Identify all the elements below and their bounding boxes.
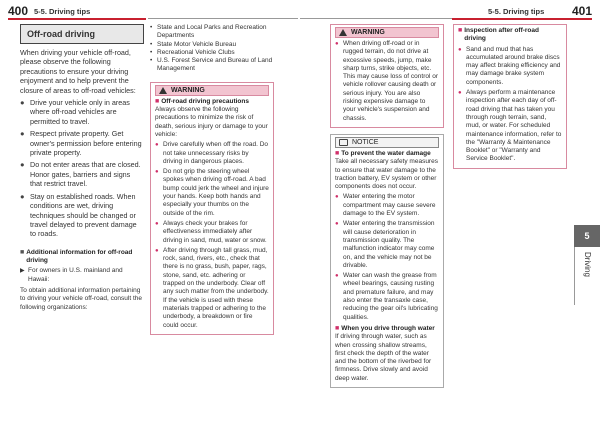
right-header-rule-thin <box>300 18 452 19</box>
square-bullet-icon: ■ <box>335 324 340 332</box>
list-item: ● Water entering the motor compartment may cause severe damage to the EV system. <box>335 193 436 218</box>
warning-triangle-icon <box>339 29 347 36</box>
square-bullet-icon: ■ <box>20 248 25 256</box>
bullet-icon: • <box>150 24 153 31</box>
warning-triangle-icon <box>159 87 167 94</box>
bullet-icon: ● <box>155 169 159 176</box>
bullet-icon: ● <box>155 247 159 254</box>
bullet-icon: • <box>150 40 153 48</box>
warning-heading: ■ Off-road driving precautions <box>155 97 249 105</box>
square-bullet-icon: ■ <box>335 149 340 157</box>
intro-paragraph: When driving your vehicle off-road, please observe the following precautions to ensure your driving enjoyment and to help prevent the closure of areas to off-road vehicles: <box>20 48 136 95</box>
column-4 <box>453 24 567 169</box>
list-item: ● Stay on established roads. When conditions are wet, driving techniques should be changed or travel delayed to prevent damage to roads. <box>20 191 137 239</box>
list-item: ● Always perform a maintenance inspection after each day of off-road driving that has taken you through rough terrain, sand, mud, or water. For scheduled maintenance information, refer to the "Warranty & Maintenance Booklet" or "Warranty and Service Booklet". <box>458 89 562 163</box>
bullet-icon: ● <box>20 160 25 170</box>
bullet-icon: ● <box>155 142 159 149</box>
column-3 <box>330 24 444 388</box>
warning-box <box>150 82 274 335</box>
left-section-title: 5-5. Driving tips <box>34 7 91 16</box>
list-item: • Recreational Vehicle Clubs <box>150 48 235 56</box>
list-item: ● Water entering the transmission will cause deterioration in transmission quality. The malfunction indicator may come on, and the vehicle may not be drivable. <box>335 220 435 269</box>
list-item: • State and Local Parks and Recreation Departments <box>150 24 267 40</box>
list-item: ● When driving off-road or in rugged terrain, do not drive at excessive speeds, jump, make sharp turns, strike objects, etc. This may cause loss of control or vehicle rollover causing death or serious injury. You are also risking expensive damage to your vehicle's suspension and chassis. <box>335 40 439 122</box>
column-1 <box>20 24 144 312</box>
bullet-icon: ● <box>20 191 25 201</box>
right-header-rule <box>452 18 592 20</box>
notice-box <box>330 134 444 388</box>
warning-box <box>330 24 444 128</box>
warning-header: WARNING <box>155 85 269 96</box>
additional-info-text: To obtain additional information pertaining to driving your vehicle off-road, consult the following organizations: <box>20 286 143 311</box>
chapter-tab: 5 <box>574 225 600 247</box>
inspection-box <box>453 24 567 169</box>
list-item: ● Do not enter areas that are closed. Honor gates, barriers and signs that restrict travel. <box>20 160 141 189</box>
notice-heading: ■ To prevent the water damage <box>335 149 431 157</box>
bullet-icon: ● <box>335 273 339 280</box>
square-bullet-icon: ■ <box>155 97 160 105</box>
list-item: • U.S. Forest Service and Bureau of Land Management <box>150 57 273 73</box>
left-header-rule-thin <box>148 18 298 19</box>
list-item: ● Respect private property. Get owner's permission before entering private property. <box>20 129 142 158</box>
left-header-rule <box>8 18 146 20</box>
bullet-icon: ● <box>20 129 25 139</box>
bullet-icon: ● <box>335 221 339 228</box>
list-item: ● Drive carefully when off the road. Do not take unnecessary risks by driving in dangerous places. <box>155 141 269 165</box>
right-page-number: 401 <box>572 4 593 18</box>
list-item: ● Always check your brakes for effectiveness immediately after driving in sand, mud, water or snow. <box>155 219 267 244</box>
bullet-icon: ● <box>458 90 462 97</box>
water-text: If driving through water, such as when crossing shallow streams, first check the depth of the water and the bottom of the riverbed for firmness. Drive slowly and avoid deep water. <box>335 333 432 382</box>
list-item: • State Motor Vehicle Bureau <box>150 40 237 48</box>
notice-header: NOTICE <box>335 137 439 148</box>
list-item: ● Drive your vehicle only in areas where off-road vehicles are permitted to travel. <box>20 98 130 126</box>
inspection-heading: ■ Inspection after off-road driving <box>458 27 539 43</box>
column-2 <box>150 24 274 335</box>
notice-icon <box>339 139 348 146</box>
bullet-icon: ● <box>20 98 25 108</box>
additional-info-subheading: ▶ For owners in U.S. mainland and Hawaii: <box>20 267 123 283</box>
water-heading: ■ When you drive through water <box>335 324 435 332</box>
warning-header: WARNING <box>335 27 439 38</box>
notice-intro: Take all necessary safety measures to ensure that water damage to the traction battery, EV system or other components does not occur. <box>335 158 438 191</box>
additional-info-heading: ■ Additional information for off-road driving <box>20 248 133 265</box>
list-item: ● After driving through tall grass, mud, rock, sand, rivers, etc., check that there is no grass, bush, paper, rags, stone, sand, etc. adhering or trapped on the underbody. Clear off any such matter from the underbody. If the vehicle is used with these materials trapped or adhering to the underbody, a breakdown or fire could occur. <box>155 246 269 329</box>
bullet-icon: ● <box>335 194 339 201</box>
off-road-driving-title: Off-road driving <box>20 24 144 44</box>
list-item: ● Sand and mud that has accumulated around brake discs may affect braking efficiency and may damage brake system components. <box>458 45 561 86</box>
chapter-tab-label: Driving <box>583 252 592 277</box>
warning-intro: Always observe the following precautions to minimize the risk of death, serious injury or damage to your vehicle: <box>155 106 268 138</box>
bullet-icon: ● <box>458 46 462 53</box>
list-item: ● Do not grip the steering wheel spokes when driving off-road. A bad bump could jerk the wheel and injure your hands. Keep both hands and especially your thumbs on the outside of the rim. <box>155 168 269 217</box>
bullet-icon: • <box>150 57 153 65</box>
list-item: ● Water can wash the grease from wheel bearings, causing rusting and premature failure, and may also enter the transaxle case, reducing the gear oil's lubricating qualities. <box>335 272 438 321</box>
left-page-number: 400 <box>8 4 29 18</box>
bullet-icon: • <box>150 48 153 56</box>
bullet-icon: ● <box>335 41 339 47</box>
triangle-arrow-icon: ▶ <box>20 268 25 275</box>
square-bullet-icon: ■ <box>458 27 463 34</box>
right-section-title: 5-5. Driving tips <box>488 7 545 16</box>
bullet-icon: ● <box>155 220 159 227</box>
